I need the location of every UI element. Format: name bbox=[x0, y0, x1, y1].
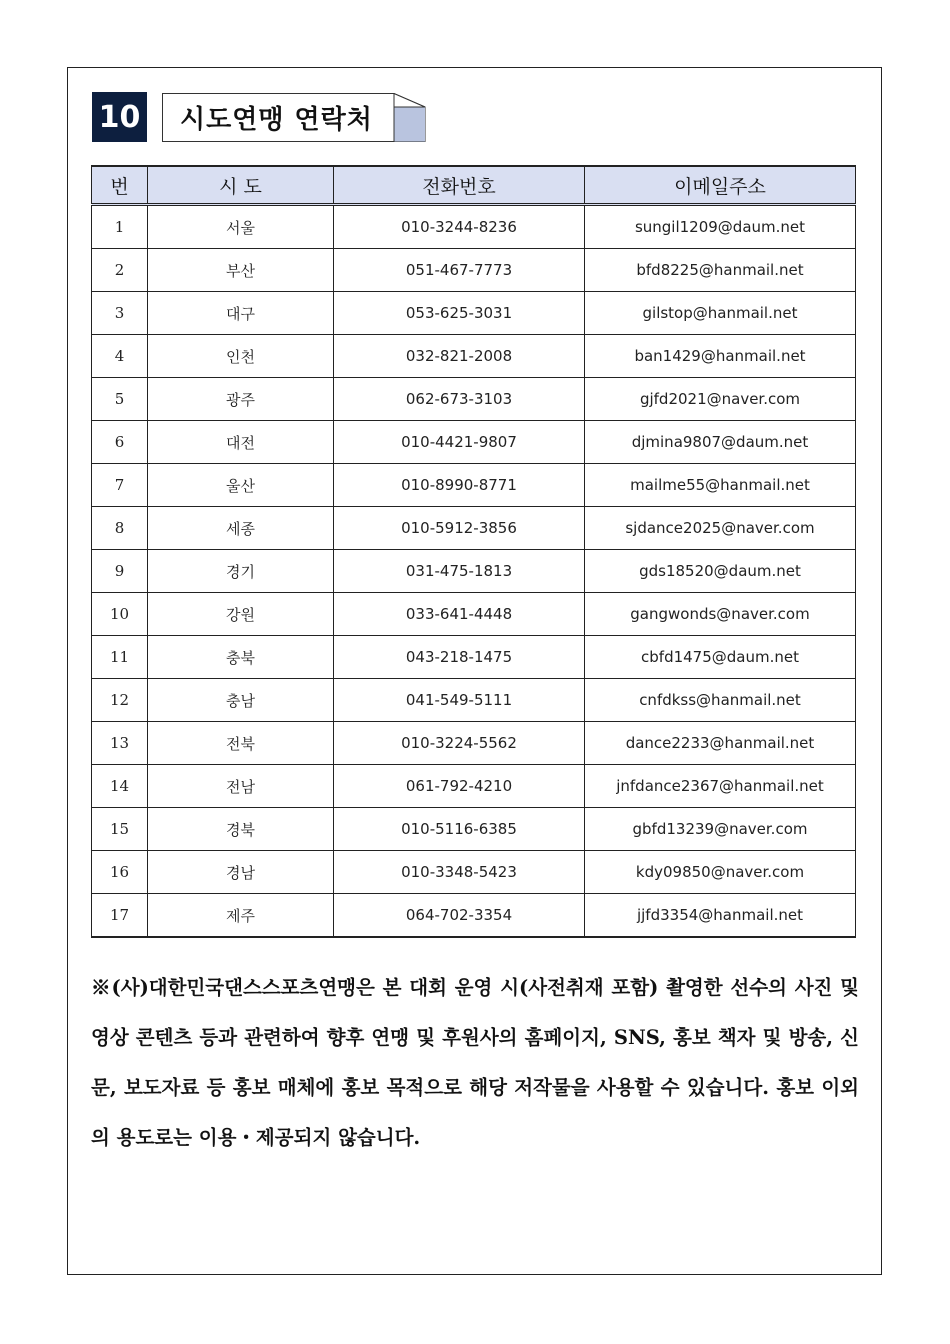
row-phone: 064-702-3354 bbox=[334, 894, 585, 938]
row-phone: 033-641-4448 bbox=[334, 593, 585, 636]
row-region: 인천 bbox=[148, 335, 334, 378]
row-number: 1 bbox=[92, 205, 148, 249]
table-row bbox=[92, 593, 856, 636]
section-number-badge: 10 bbox=[92, 92, 147, 142]
header-phone: 전화번호 bbox=[334, 166, 585, 205]
row-number: 16 bbox=[92, 851, 148, 894]
row-phone: 010-3348-5423 bbox=[334, 851, 585, 894]
row-number: 14 bbox=[92, 765, 148, 808]
table-row bbox=[92, 808, 856, 851]
header-region: 시 도 bbox=[148, 166, 334, 205]
row-phone: 010-5116-6385 bbox=[334, 808, 585, 851]
row-email: gangwonds@naver.com bbox=[585, 593, 856, 636]
row-phone: 010-4421-9807 bbox=[334, 421, 585, 464]
table-row bbox=[92, 550, 856, 593]
table-row bbox=[92, 636, 856, 679]
row-number: 10 bbox=[92, 593, 148, 636]
header-number: 번 bbox=[92, 166, 148, 205]
row-phone: 061-792-4210 bbox=[334, 765, 585, 808]
header-email: 이메일주소 bbox=[585, 166, 856, 205]
row-email: ban1429@hanmail.net bbox=[585, 335, 856, 378]
row-region: 경남 bbox=[148, 851, 334, 894]
row-number: 3 bbox=[92, 292, 148, 335]
row-email: cbfd1475@daum.net bbox=[585, 636, 856, 679]
row-number: 8 bbox=[92, 507, 148, 550]
row-number: 15 bbox=[92, 808, 148, 851]
table-row bbox=[92, 679, 856, 722]
row-number: 6 bbox=[92, 421, 148, 464]
row-phone: 043-218-1475 bbox=[334, 636, 585, 679]
row-number: 4 bbox=[92, 335, 148, 378]
row-number: 11 bbox=[92, 636, 148, 679]
row-number: 2 bbox=[92, 249, 148, 292]
row-phone: 051-467-7773 bbox=[334, 249, 585, 292]
row-number: 17 bbox=[92, 894, 148, 938]
table-row bbox=[92, 851, 856, 894]
row-region: 충남 bbox=[148, 679, 334, 722]
row-phone: 010-3224-5562 bbox=[334, 722, 585, 765]
row-region: 대구 bbox=[148, 292, 334, 335]
table-body bbox=[92, 205, 856, 938]
row-phone: 032-821-2008 bbox=[334, 335, 585, 378]
row-email: djmina9807@daum.net bbox=[585, 421, 856, 464]
row-number: 12 bbox=[92, 679, 148, 722]
row-email: mailme55@hanmail.net bbox=[585, 464, 856, 507]
row-number: 5 bbox=[92, 378, 148, 421]
row-region: 전북 bbox=[148, 722, 334, 765]
row-email: cnfdkss@hanmail.net bbox=[585, 679, 856, 722]
table-row bbox=[92, 378, 856, 421]
row-email: bfd8225@hanmail.net bbox=[585, 249, 856, 292]
row-phone: 010-5912-3856 bbox=[334, 507, 585, 550]
section-title: 시도연맹 연락처 bbox=[180, 105, 373, 135]
row-email: gjfd2021@naver.com bbox=[585, 378, 856, 421]
row-email: gds18520@daum.net bbox=[585, 550, 856, 593]
row-region: 경기 bbox=[148, 550, 334, 593]
table-row bbox=[92, 722, 856, 765]
table-row bbox=[92, 205, 856, 249]
table-row bbox=[92, 507, 856, 550]
table-row bbox=[92, 894, 856, 938]
table-header-row bbox=[92, 166, 856, 205]
row-phone: 010-8990-8771 bbox=[334, 464, 585, 507]
contacts-table bbox=[91, 165, 856, 938]
row-region: 광주 bbox=[148, 378, 334, 421]
row-email: sjdance2025@naver.com bbox=[585, 507, 856, 550]
table-row bbox=[92, 249, 856, 292]
row-region: 충북 bbox=[148, 636, 334, 679]
row-number: 13 bbox=[92, 722, 148, 765]
row-region: 서울 bbox=[148, 205, 334, 249]
row-email: kdy09850@naver.com bbox=[585, 851, 856, 894]
row-phone: 041-549-5111 bbox=[334, 679, 585, 722]
row-email: dance2233@hanmail.net bbox=[585, 722, 856, 765]
row-number: 9 bbox=[92, 550, 148, 593]
row-region: 강원 bbox=[148, 593, 334, 636]
table-row bbox=[92, 292, 856, 335]
row-email: gilstop@hanmail.net bbox=[585, 292, 856, 335]
row-email: jjfd3354@hanmail.net bbox=[585, 894, 856, 938]
section-title-box bbox=[162, 93, 425, 141]
row-phone: 062-673-3103 bbox=[334, 378, 585, 421]
row-number: 7 bbox=[92, 464, 148, 507]
row-email: gbfd13239@naver.com bbox=[585, 808, 856, 851]
row-phone: 010-3244-8236 bbox=[334, 205, 585, 249]
row-region: 제주 bbox=[148, 894, 334, 938]
row-phone: 031-475-1813 bbox=[334, 550, 585, 593]
table-row bbox=[92, 765, 856, 808]
row-region: 세종 bbox=[148, 507, 334, 550]
row-phone: 053-625-3031 bbox=[334, 292, 585, 335]
row-region: 부산 bbox=[148, 249, 334, 292]
row-region: 전남 bbox=[148, 765, 334, 808]
table-row bbox=[92, 335, 856, 378]
notice-paragraph: ※(사)대한민국댄스스포츠연맹은 본 대회 운영 시(사전취재 포함) 촬영한 선수의 사진 및 영상 콘텐츠 등과 관련하여 향후 연맹 및 후원사의 홈페이지, SNS, 홍보 책자 및 방송, 신문, 보도자료 등 홍보 매체에 홍보 목적으로 해당 저작물을 사용할 수 있습니다. 홍보 이외의 용도로는 이용・제공되지 않습니다. bbox=[91, 976, 859, 1149]
row-email: jnfdance2367@hanmail.net bbox=[585, 765, 856, 808]
row-email: sungil1209@daum.net bbox=[585, 205, 856, 249]
row-region: 경북 bbox=[148, 808, 334, 851]
row-region: 대전 bbox=[148, 421, 334, 464]
table-row bbox=[92, 464, 856, 507]
table-row bbox=[92, 421, 856, 464]
row-region: 울산 bbox=[148, 464, 334, 507]
